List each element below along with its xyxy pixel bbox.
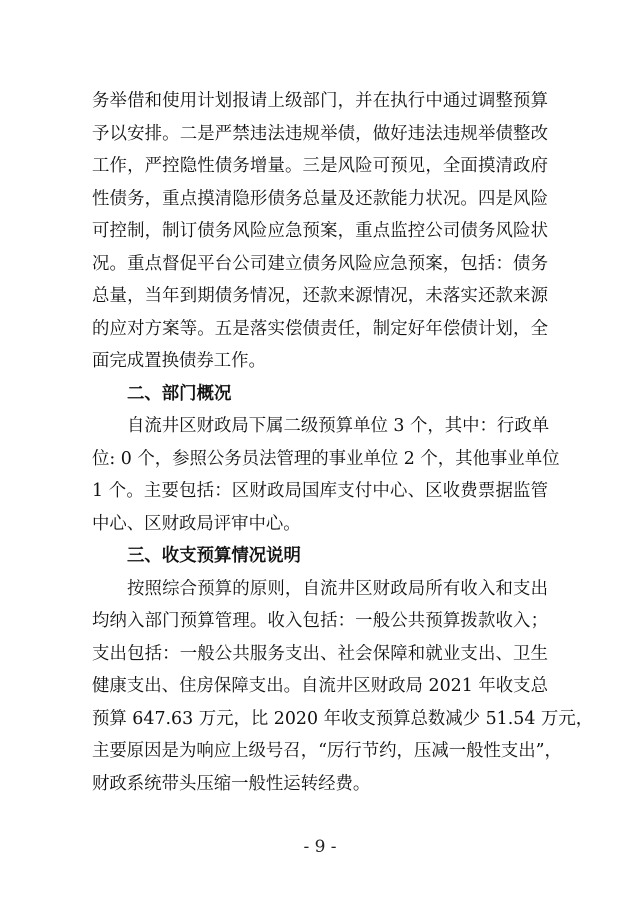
paragraph-line: 自流井区财政局下属二级预算单位 3 个，其中：行政单 (127, 416, 550, 436)
page-number: - 9 - (303, 837, 337, 857)
paragraph-line: 支出包括：一般公共服务支出、社会保障和就业支出、卫生 (92, 644, 548, 664)
paragraph-line: 面完成置换债券工作。 (92, 351, 266, 371)
section-heading: 三、收支预算情况说明 (127, 546, 301, 566)
paragraph-line: 位: 0 个，参照公务员法管理的事业单位 2 个，其他事业单位 (92, 449, 560, 469)
paragraph-line: 工作，严控隐性债务增量。三是风险可预见，全面摸清政府 (92, 156, 548, 176)
paragraph-line: 性债务，重点摸清隐形债务总量及还款能力状况。四是风险 (92, 189, 548, 209)
paragraph-line: 预算 647.63 万元，比 2020 年收支预算总数减少 51.54 万元， (92, 709, 594, 729)
paragraph-line: 1 个。主要包括：区财政局国库支付中心、区收费票据监管 (92, 481, 548, 501)
paragraph-line: 健康支出、住房保障支出。自流井区财政局 2021 年收支总 (92, 676, 548, 696)
paragraph-line: 均纳入部门预算管理。收入包括：一般公共预算拨款收入； (92, 611, 548, 631)
paragraph-line: 务举借和使用计划报请上级部门，并在执行中通过调整预算 (92, 91, 548, 111)
paragraph-line: 中心、区财政局评审中心。 (92, 514, 301, 534)
section-heading: 二、部门概况 (127, 384, 232, 404)
paragraph-line: 按照综合预算的原则，自流井区财政局所有收入和支出 (127, 579, 548, 599)
paragraph-line: 财政系统带头压缩一般性运转经费。 (92, 774, 371, 794)
paragraph-line: 可控制，制订债务风险应急预案，重点监控公司债务风险状 (92, 221, 548, 241)
paragraph-line: 况。重点督促平台公司建立债务风险应急预案，包括：债务 (92, 254, 548, 274)
paragraph-line: 主要原因是为响应上级号召，“厉行节约，压减一般性支出”， (92, 741, 562, 761)
paragraph-line: 予以安排。二是严禁违法违规举债，做好违法违规举债整改 (92, 124, 548, 144)
paragraph-line: 总量，当年到期债务情况，还款来源情况，未落实还款来源 (92, 286, 548, 306)
paragraph-line: 的应对方案等。五是落实偿债责任，制定好年偿债计划，全 (92, 319, 548, 339)
